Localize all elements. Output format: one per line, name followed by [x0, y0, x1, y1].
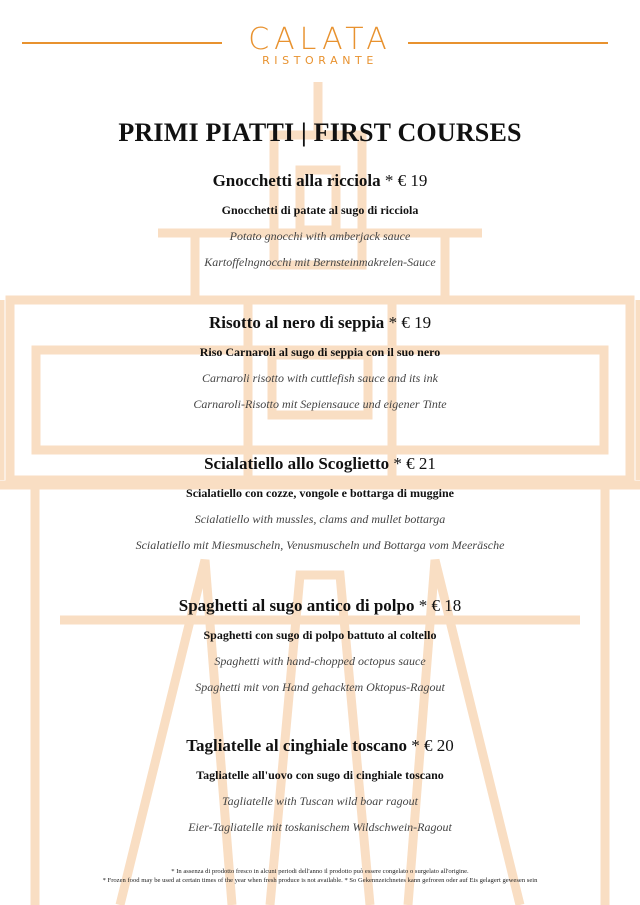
- footnote-multilingual: * Frozen food may be used at certain times of the year when fresh produce is not available. * So Gekennzeichnetes kann gefroren oder auf Eis gelagert gewesen sein: [102, 877, 538, 884]
- logo-name: CALATA: [248, 22, 392, 57]
- dish-name: Scialatiello allo Scoglietto * € 21: [204, 454, 436, 473]
- dish-description-italian: Spaghetti con sugo di polpo battuto al coltello: [203, 628, 437, 642]
- dish-description-german: Spaghetti mit von Hand gehacktem Oktopus-Ragout: [195, 680, 445, 694]
- dish-item: [0, 453, 640, 553]
- footnotes: [0, 867, 640, 885]
- dish-description-english: Scialatiello with mussles, clams and mullet bottarga: [194, 512, 446, 526]
- dish-description-english: Tagliatelle with Tuscan wild boar ragout: [222, 794, 418, 808]
- dish-description-english: Potato gnocchi with amberjack sauce: [229, 229, 411, 243]
- dish-item: [0, 170, 640, 270]
- dish-name: Gnocchetti alla ricciola * € 19: [212, 171, 428, 190]
- dish-name: Risotto al nero di seppia * € 19: [208, 313, 432, 332]
- dish-item: [0, 735, 640, 835]
- dish-price: * € 20: [407, 736, 454, 755]
- dish-name: Spaghetti al sugo antico di polpo * € 18: [178, 596, 462, 615]
- dish-description-english: Spaghetti with hand-chopped octopus sauce: [214, 654, 426, 668]
- dish-description-german: Kartoffelngnocchi mit Bernsteinmakrelen-Sauce: [204, 255, 436, 269]
- dish-description-english: Carnaroli risotto with cuttlefish sauce and its ink: [202, 371, 438, 385]
- dish-name: Tagliatelle al cinghiale toscano * € 20: [186, 736, 454, 755]
- dish-description-german: Scialatiello mit Miesmuscheln, Venusmuscheln und Bottarga vom Meeräsche: [135, 538, 505, 552]
- page-title: PRIMI PIATTI | FIRST COURSES: [118, 118, 522, 147]
- dish-description-italian: Tagliatelle all'uovo con sugo di cinghiale toscano: [196, 768, 444, 782]
- dish-price: * € 19: [384, 313, 432, 332]
- dish-item: [0, 312, 640, 412]
- dish-description-german: Carnaroli-Risotto mit Sepiensauce und eigener Tinte: [193, 397, 447, 411]
- dish-description-german: Eier-Tagliatelle mit toskanischem Wildschwein-Ragout: [188, 820, 452, 834]
- dish-description-italian: Riso Carnaroli al sugo di seppia con il suo nero: [199, 345, 441, 359]
- dish-price: * € 18: [414, 596, 462, 615]
- dish-description-italian: Scialatiello con cozze, vongole e bottarga di muggine: [186, 486, 454, 500]
- footnote-italian: * In assenza di prodotto fresco in alcuni periodi dell'anno il prodotto può essere congelato o surgelato all'origine.: [171, 868, 469, 875]
- logo-subtitle: RISTORANTE: [262, 54, 378, 67]
- dish-description-italian: Gnocchetti di patate al sugo di ricciola: [221, 203, 419, 217]
- dish-price: * € 21: [389, 454, 436, 473]
- dish-price: * € 19: [380, 171, 428, 190]
- logo: [0, 22, 640, 72]
- dish-item: [0, 595, 640, 695]
